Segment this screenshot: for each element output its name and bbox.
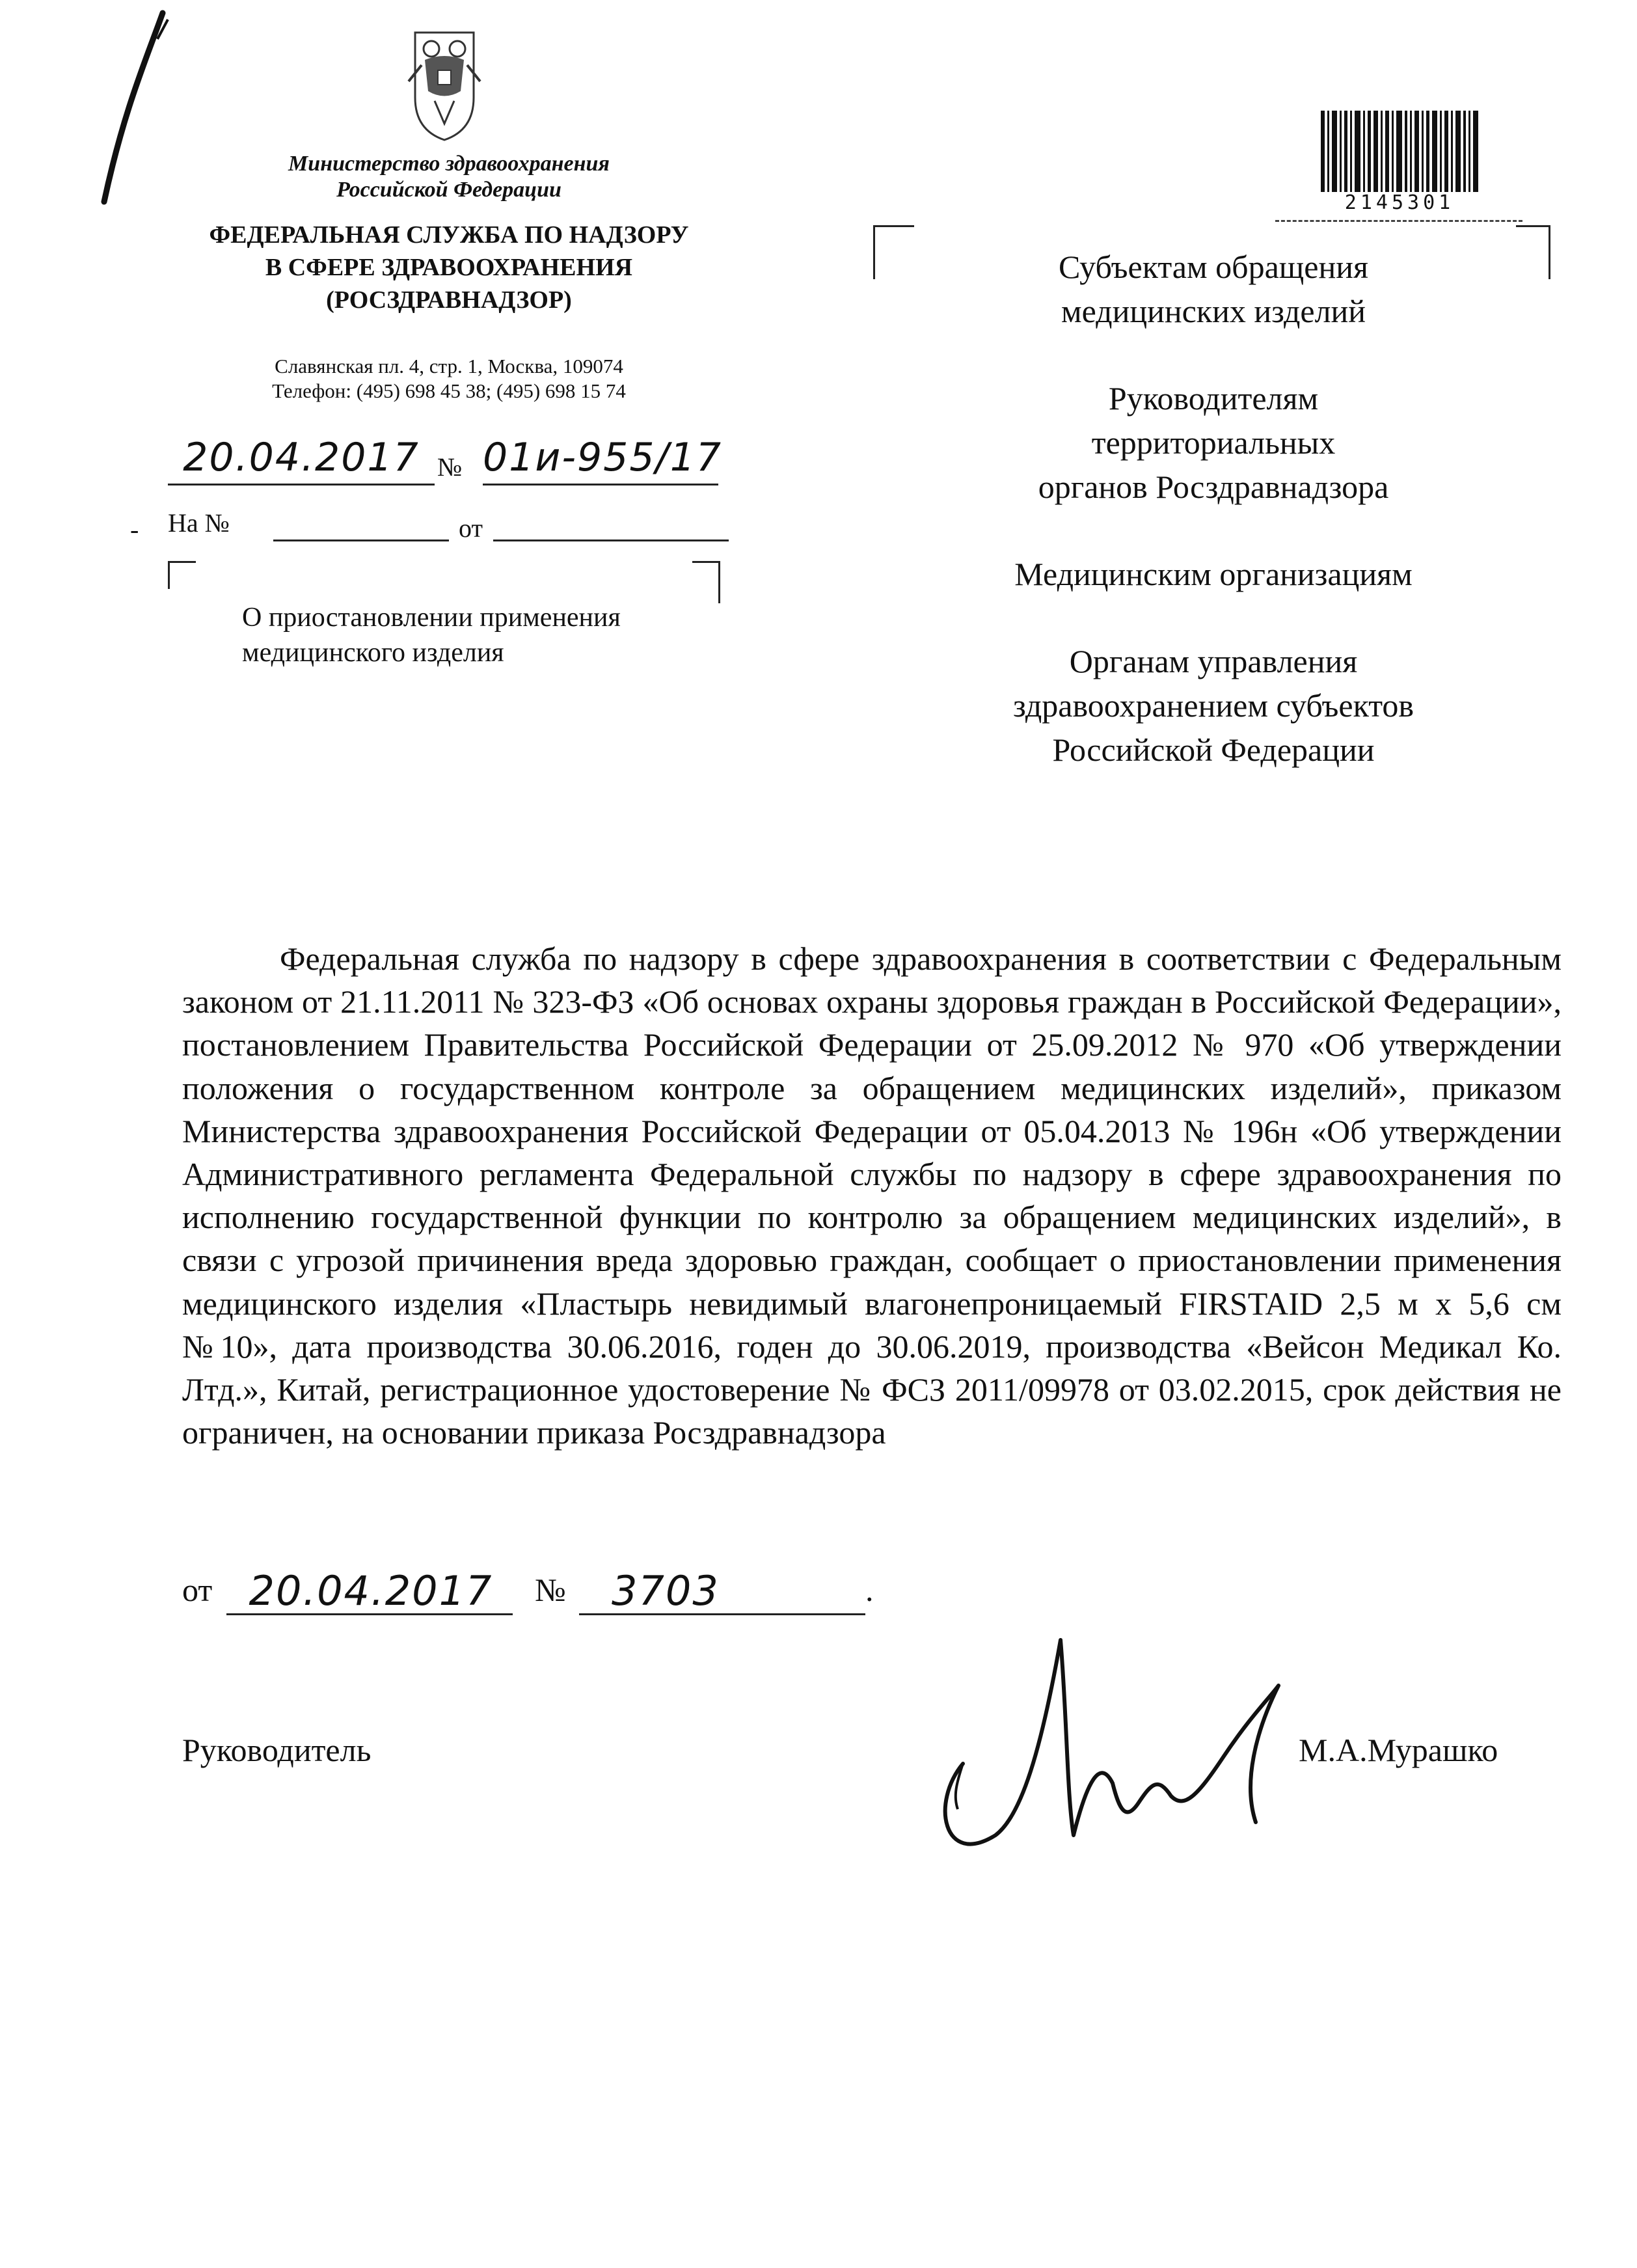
recipient-group (930, 552, 1496, 596)
agency-phone: Телефон: (495) 698 45 38; (495) 698 15 74 (272, 379, 626, 402)
barcode-number: 2145301 (1344, 191, 1455, 214)
order-date-line (226, 1611, 513, 1615)
subject-line: О приостановлении применения (242, 603, 621, 633)
subject (242, 600, 737, 670)
barcode-rule (1275, 220, 1522, 222)
reference-number-line (273, 538, 449, 541)
agency-line: ФЕДЕРАЛЬНАЯ СЛУЖБА ПО НАДЗОРУ (209, 221, 689, 249)
recipient-line: Российской Федерации (1052, 731, 1375, 768)
recipient-group (930, 639, 1496, 772)
margin-dash: - (130, 515, 139, 544)
recipient-line: Руководителям (1108, 380, 1319, 417)
agency-address: Славянская пл. 4, стр. 1, Москва, 109074 (275, 355, 623, 377)
recipients-bracket-left (873, 225, 914, 279)
coat-of-arms-icon (396, 20, 493, 143)
recipient-group (930, 376, 1496, 509)
outgoing-number-line (483, 482, 718, 485)
order-end: . (865, 1572, 874, 1608)
margin-mark (85, 0, 176, 215)
recipient-group (930, 245, 1496, 333)
agency-line: (РОСЗДРАВНАДЗОР) (326, 286, 572, 314)
ministry-name (241, 151, 657, 203)
ministry-line: Российской Федерации (336, 178, 561, 202)
recipient-line: Медицинским организациям (1014, 556, 1413, 592)
order-number-line (579, 1611, 865, 1615)
body-paragraph: Федеральная служба по надзору в сфере здравоохранения в соответствии с Федеральным законом от 21.11.2011 № 323-ФЗ «Об основах охраны здоровья граждан в Российской Федерации», постановлением Правительства Российской Федерации от 25.09.2012 № 970 «Об утверждении положения о государственном контроле за обращением медицинских изделий», приказом Министерства здравоохранения Российской Федерации от 05.04.2013 № 196н «Об утверждении Административного регламента Федеральной службы по надзору в сфере здравоохранения по исполнению государственной функции по контролю за обращением медицинских изделий», в связи с угрозой причинения вреда здоровью граждан, сообщает о приостановлении применения медицинского изделия «Пластырь невидимый влагонепроницаемый FIRSTAID 2,5 м х 5,6 см №10», дата производства 30.06.2016, годен до 30.06.2019, производства «Вейсон Медикал Ко. Лтд.», Китай, регистрационное удостоверение № ФСЗ 2011/09978 от 03.02.2015, срок действия не ограничен, на основании приказа Росздравнадзора (182, 940, 1562, 1451)
signer-position: Руководитель (182, 1732, 372, 1768)
order-number-sign: № (535, 1572, 566, 1608)
reference-date-line (493, 538, 729, 541)
recipient-line: Субъектам обращения (1059, 249, 1368, 285)
letter-body (182, 937, 1562, 1454)
barcode (1321, 111, 1478, 192)
recipients-bracket-right (1516, 225, 1550, 279)
agency-name (156, 219, 742, 316)
agency-contacts (221, 354, 677, 403)
recipient-line: здравоохранением субъектов (1012, 687, 1414, 724)
subject-bracket-left (168, 561, 196, 589)
ministry-line: Министерство здравоохранения (288, 152, 610, 176)
subject-line: медицинского изделия (242, 638, 504, 668)
order-number: 3703 (612, 1567, 720, 1615)
outgoing-number: 01и-955/17 (483, 435, 723, 480)
order-date: 20.04.2017 (249, 1567, 493, 1615)
order-prefix: от (182, 1572, 213, 1608)
reference-from-label: от (459, 513, 483, 543)
outgoing-date-line (168, 482, 435, 485)
signer-name: М.А.Мурашко (1299, 1732, 1498, 1768)
recipient-line: органов Росздравнадзора (1038, 469, 1389, 505)
agency-line: В СФЕРЕ ЗДРАВООХРАНЕНИЯ (265, 254, 633, 281)
recipient-line: территориальных (1091, 424, 1336, 461)
outgoing-date: 20.04.2017 (183, 435, 420, 480)
outgoing-number-sign: № (437, 452, 463, 482)
subject-bracket-right (692, 561, 720, 603)
recipient-line: медицинских изделий (1061, 293, 1366, 329)
signature-image (917, 1588, 1282, 1868)
recipients (930, 245, 1496, 815)
reference-label: На № (168, 508, 230, 538)
recipient-line: Органам управления (1069, 643, 1358, 679)
